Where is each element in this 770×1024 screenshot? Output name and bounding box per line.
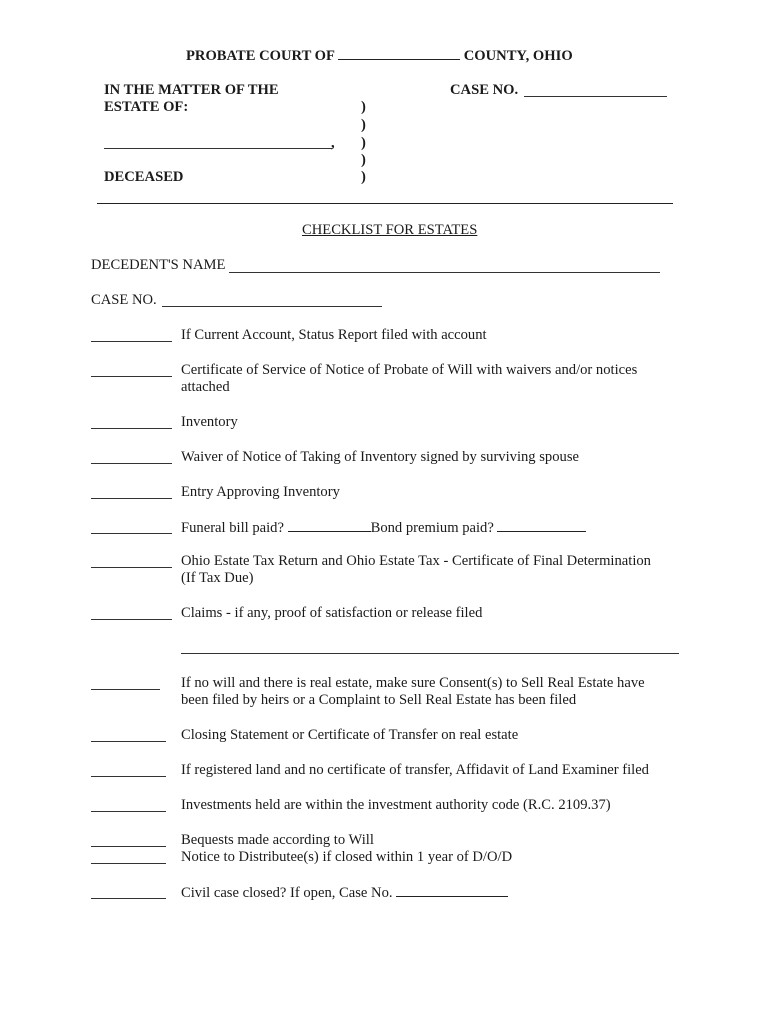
court-suffix: COUNTY, OHIO — [463, 48, 573, 64]
checklist-item: Claims - if any, proof of satisfaction or release filed — [181, 605, 483, 621]
header-case-no-blank[interactable] — [524, 96, 667, 97]
check-blank[interactable] — [91, 811, 166, 812]
header-divider — [97, 203, 673, 204]
check-blank[interactable] — [91, 376, 172, 377]
checklist-item — [181, 884, 508, 902]
comma: , — [331, 135, 335, 151]
checklist-item: Ohio Estate Tax Return and Ohio Estate Tax - Certificate of Final Determination — [181, 553, 651, 569]
checklist-item: Closing Statement or Certificate of Transfer on real estate — [181, 727, 519, 743]
estate-name-blank[interactable] — [104, 148, 332, 149]
paren: ) — [361, 135, 366, 151]
check-blank[interactable] — [91, 498, 172, 499]
checklist-item-cont: attached — [181, 379, 230, 395]
checklist-item-cont: been filed by heirs or a Complaint to Sell Real Estate has been filed — [181, 692, 577, 708]
check-blank[interactable] — [91, 619, 172, 620]
check-blank[interactable] — [91, 689, 160, 690]
paren: ) — [361, 99, 366, 115]
check-blank[interactable] — [91, 341, 172, 342]
bond-premium-blank[interactable] — [497, 519, 586, 532]
check-blank[interactable] — [91, 428, 172, 429]
decedent-name-label: DECEDENT'S NAME — [91, 257, 226, 273]
check-blank[interactable] — [91, 567, 172, 568]
header-case-no-label: CASE NO. — [450, 82, 519, 98]
checklist-item-cont: (If Tax Due) — [181, 570, 254, 586]
county-blank[interactable] — [338, 47, 460, 60]
checklist-item: Inventory — [181, 414, 238, 430]
checklist-item: If registered land and no certificate of transfer, Affidavit of Land Examiner filed — [181, 762, 649, 778]
deceased-label: DECEASED — [104, 169, 184, 185]
check-blank[interactable] — [91, 846, 166, 847]
matter-line-1: IN THE MATTER OF THE — [104, 82, 279, 98]
checklist-item: If no will and there is real estate, make sure Consent(s) to Sell Real Estate have — [181, 675, 645, 691]
check-blank[interactable] — [91, 898, 166, 899]
matter-line-2: ESTATE OF: — [104, 99, 189, 115]
civil-case-label: Civil case closed? If open, Case No. — [181, 885, 393, 901]
check-blank[interactable] — [91, 741, 166, 742]
court-prefix: PROBATE COURT OF — [186, 48, 335, 64]
check-blank[interactable] — [91, 533, 172, 534]
civil-case-no-blank[interactable] — [396, 884, 508, 897]
checklist-item: Certificate of Service of Notice of Probate of Will with waivers and/or notices — [181, 362, 638, 378]
funeral-bill-label: Funeral bill paid? — [181, 520, 284, 536]
check-blank[interactable] — [91, 463, 172, 464]
court-heading — [186, 47, 573, 65]
paren: ) — [361, 117, 366, 133]
funeral-bill-blank[interactable] — [288, 519, 371, 532]
decedent-name-blank[interactable] — [229, 272, 660, 273]
case-no-blank[interactable] — [162, 306, 382, 307]
bond-premium-label: Bond premium paid? — [370, 520, 494, 536]
checklist-item: Bequests made according to Will — [181, 832, 374, 848]
check-blank[interactable] — [91, 863, 166, 864]
checklist-item — [181, 519, 586, 537]
checklist-item: Investments held are within the investment authority code (R.C. 2109.37) — [181, 797, 611, 813]
checklist-item: Notice to Distributee(s) if closed within 1 year of D/O/D — [181, 849, 513, 865]
claims-notes-line[interactable] — [181, 653, 679, 654]
check-blank[interactable] — [91, 776, 166, 777]
case-no-label: CASE NO. — [91, 292, 157, 308]
checklist-item: Entry Approving Inventory — [181, 484, 340, 500]
paren: ) — [361, 169, 366, 185]
checklist-item: If Current Account, Status Report filed with account — [181, 327, 487, 343]
checklist-item: Waiver of Notice of Taking of Inventory signed by surviving spouse — [181, 449, 579, 465]
page-title: CHECKLIST FOR ESTATES — [302, 222, 478, 238]
paren: ) — [361, 152, 366, 168]
